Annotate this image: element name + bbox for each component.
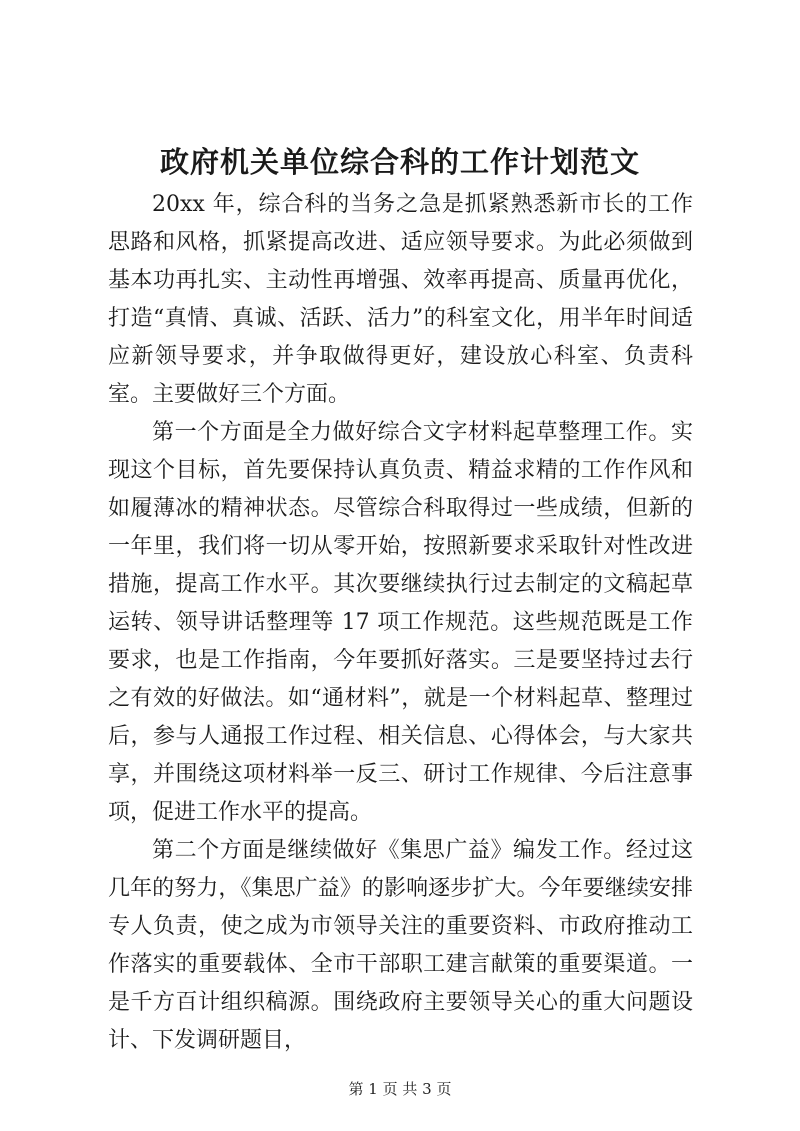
page-footer: 第 1 页 共 3 页 <box>348 1080 452 1098</box>
document-title: 政府机关单位综合科的工作计划范文 <box>159 145 640 179</box>
document-body <box>108 186 693 1060</box>
paragraph-1: 20xx 年，综合科的当务之急是抓紧熟悉新市长的工作思路和风格，抓紧提高改进、适应领导要求。为此必须做到基本功再扎实、主动性再增强、效率再提高、质量再优化，打造“真情、真诚、活跃、活力”的科室文化，用半年时间适应新领导要求，并争取做得更好，建设放心科室、负责科室。主要做好三个方面。 <box>108 192 693 407</box>
paragraph-3: 第二个方面是继续做好《集思广益》编发工作。经过这几年的努力，《集思广益》的影响逐步扩大。今年要继续安排专人负责，使之成为市领导关注的重要资料、市政府推动工作落实的重要载体、全市干部职工建言献策的重要渠道。一是千方百计组织稿源。围绕政府主要领导关心的重大问题设计、下发调研题目， <box>108 838 693 1053</box>
paragraph-2: 第一个方面是全力做好综合文字材料起草整理工作。实现这个目标，首先要保持认真负责、精益求精的工作作风和如履薄冰的精神状态。尽管综合科取得过一些成绩，但新的一年里，我们将一切从零开始，按照新要求采取针对性改进措施，提高工作水平。其次要继续执行过去制定的文稿起草运转、领导讲话整理等 17 项工作规范。这些规范既是工作要求，也是工作指南，今年要抓好落实。三是要坚持过去行之有效的好做法。如“通材料”，就是一个材料起草、整理过后，参与人通报工作过程、相关信息、心得体会，与大家共享，并围绕这项材料举一反三、研讨工作规律、今后注意事项，促进工作水平的提高。 <box>108 420 693 825</box>
